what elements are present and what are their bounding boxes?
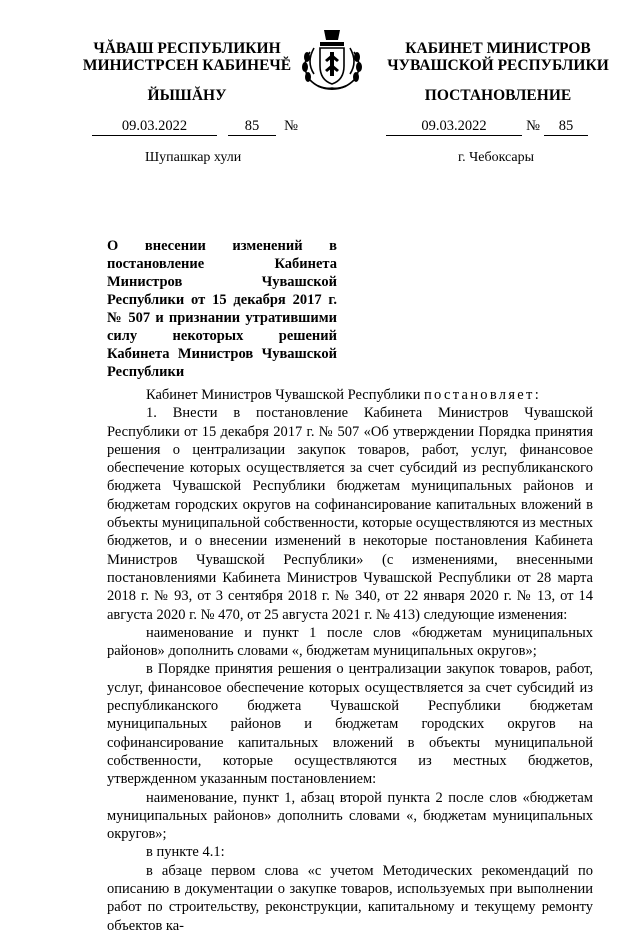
header-right-line2: ЧУВАШСКОЙ РЕСПУБЛИКИ: [387, 57, 609, 74]
document-title: О внесении изменений в постановление Кабинета Министров Чувашской Республики от 15 декабря 2017 г. № 507 и признании утратившими силу некоторых решений Кабинета Министров Чувашской Республики: [107, 238, 337, 380]
place-left: Шупашкар хули: [145, 150, 242, 165]
right-no-sign: №: [526, 118, 540, 134]
header-left-org: [62, 40, 312, 74]
document-body: [107, 386, 593, 935]
left-no-sign: №: [284, 118, 298, 134]
right-date: 09.03.2022: [386, 118, 522, 136]
header-right-org: [378, 40, 618, 74]
left-number: 85: [228, 118, 276, 136]
intro-resolves: постановляет: [423, 387, 535, 403]
place-right: г. Чебоксары: [458, 150, 535, 165]
intro-prefix: Кабинет Министров Чувашской Республики: [146, 387, 424, 403]
paragraph-6: в абзаце первом слова «с учетом Методических рекомендаций по описанию в документации о закупке товаров, используемых при выполнении работ по строительству, реконструкции, капитальному и текущему ремонту объектов ка-: [107, 862, 593, 934]
paragraph-5: в пункте 4.1:: [146, 844, 225, 861]
header-right-doc-type: ПОСТАНОВЛЕНИЕ: [424, 87, 572, 104]
intro-paragraph: [107, 386, 593, 404]
right-number: 85: [544, 118, 588, 136]
chuvash-coat-of-arms-icon: [296, 22, 368, 94]
paragraph-1: 1. Внести в постановление Кабинета Министров Чувашской Республики от 15 декабря 2017 г. № 507 «Об утверждении Порядка принятия решения о централизации закупок товаров, работ, услуг, финансовое обеспечение которых осуществляется за счет субсидий из республиканского бюджета Чувашской Республики бюджетам муниципальных районов и бюджетам городских округов на софинансирование капитальных вложений в объекты муниципальной собственности, которые осуществляются из местных бюджетов, и о внесении изменений в некоторые постановления Кабинета Министров Чувашской Республики» (с изменениями, внесенными постановлениями Кабинета Министров Чувашской Республики от 28 марта 2018 г. № 93, от 3 сентября 2018 г. № 340, от 22 января 2020 г. № 13, от 14 августа 2020 г. № 470, от 25 августа 2021 г. № 413) следующие изменения:: [107, 405, 593, 623]
header-left-doc-type: ЙЫШĂНУ: [147, 87, 227, 104]
header-left-line2: МИНИСТРСЕН КАБИНЕЧĔ: [82, 57, 292, 74]
header-right-line1: КАБИНЕТ МИНИСТРОВ: [405, 40, 591, 57]
header-left-line1: ЧĂВАШ РЕСПУБЛИКИН: [93, 40, 281, 57]
left-date: 09.03.2022: [92, 118, 217, 136]
left-number-row: [0, 118, 640, 138]
paragraph-4: наименование, пункт 1, абзац второй пункта 2 после слов «бюджетам муниципальных районов» дополнить словами «, бюджетам муниципальных округов»;: [107, 789, 593, 843]
paragraph-2: наименование и пункт 1 после слов «бюджетам муниципальных районов» дополнить словами «, бюджетам муниципальных округов»;: [107, 624, 593, 660]
intro-suffix: :: [534, 387, 539, 403]
paragraph-3: в Порядке принятия решения о централизации закупок товаров, работ, услуг, финансовое обеспечение которых осуществляется за счет субсидий из республиканского бюджета Чувашской Республики бюджетам муниципальных районов и бюджетам городских округов на софинансирование капитальных вложений в объекты муниципальной собственности, которые осуществляются из местных бюджетов, утвержденном указанным постановлением:: [107, 661, 593, 788]
